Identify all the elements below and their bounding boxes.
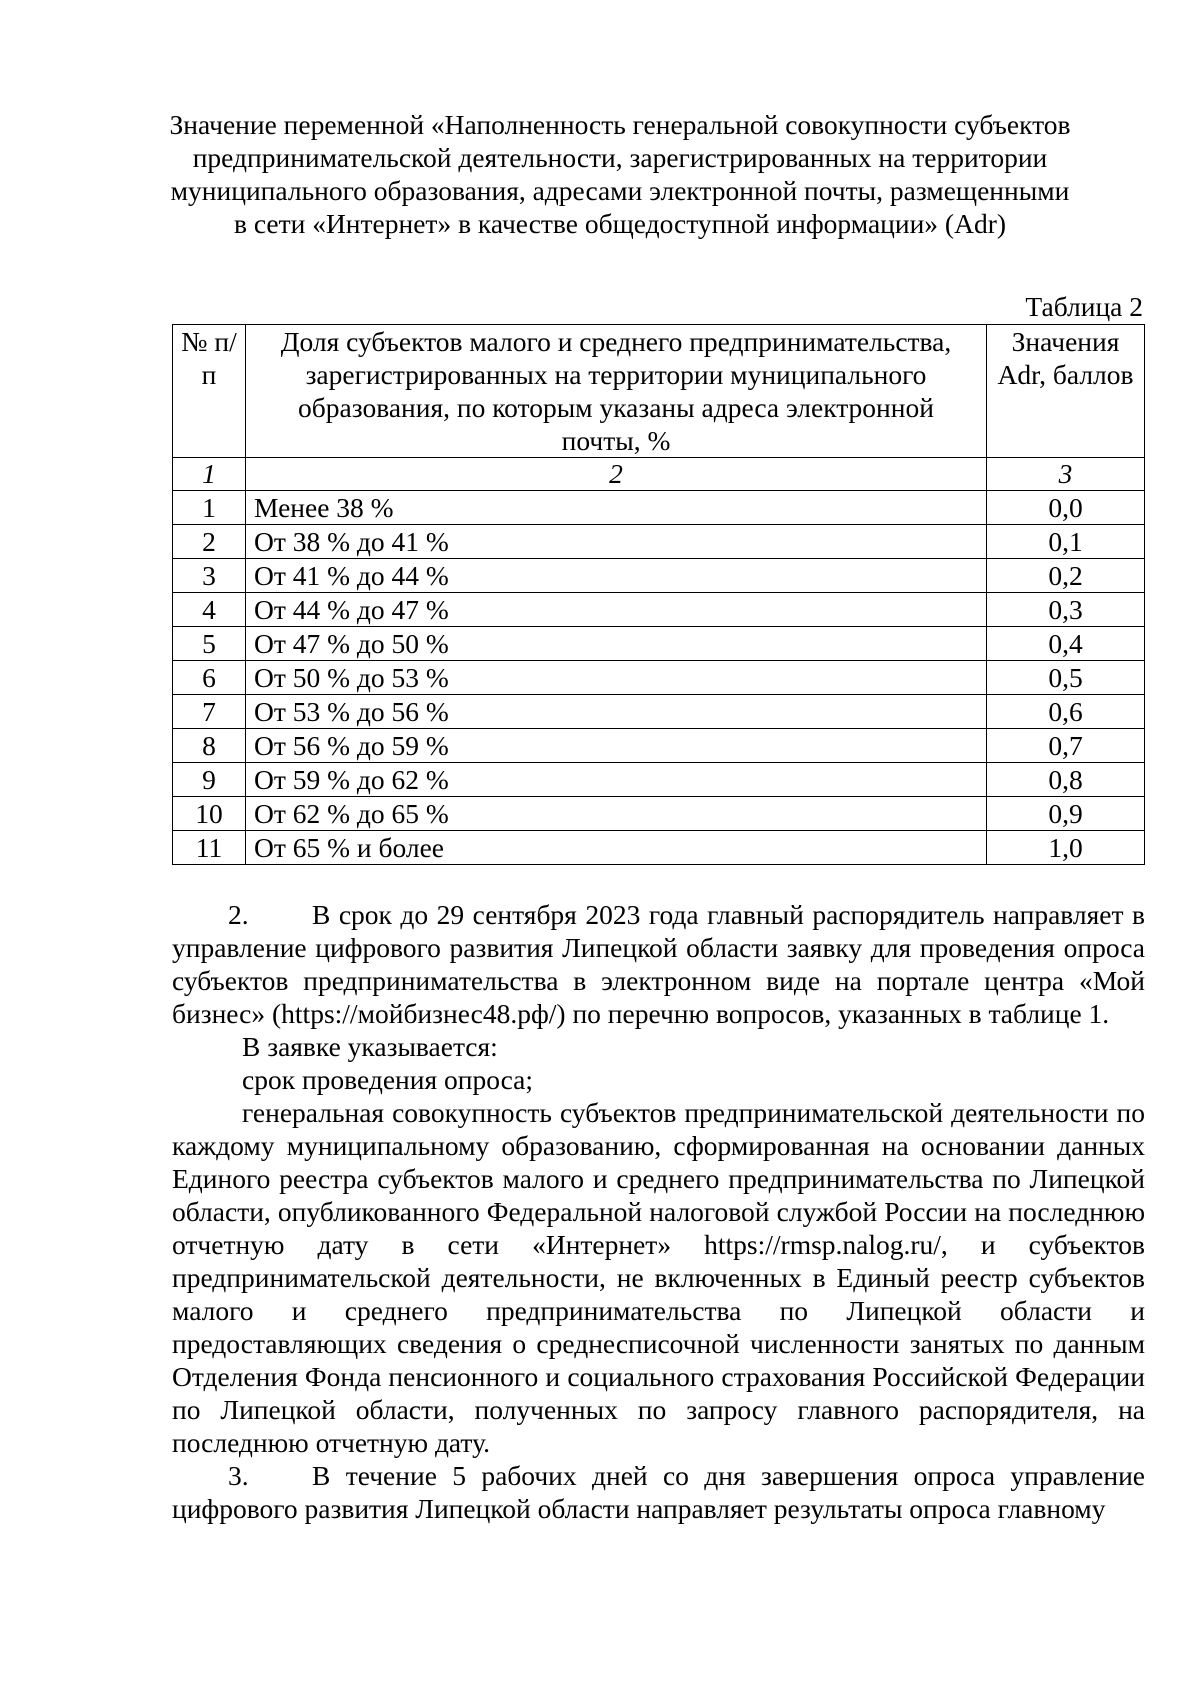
table-header-row [173, 325, 1145, 458]
table-row [173, 559, 1145, 593]
row-value: 0,7 [987, 729, 1145, 763]
table-row [173, 661, 1145, 695]
header-number: № п/п [173, 325, 246, 458]
row-description: От 44 % до 47 % [246, 593, 987, 627]
paragraph-general: генеральная совокупность субъектов предпринимательской деятельности по каждому муниципальному образованию, сформированная на основании данных Единого реестра субъектов малого и среднего предпринимательства по Липецкой области, опубликованного Федеральной налоговой службой России на последнюю отчетную дату в сети «Интернет» https://rmsp.nalog.ru/, и субъектов предпринимательской деятельности, не включенных в Единый реестр субъектов малого и среднего предпринимательства по Липецкой области и предоставляющих сведения о среднесписочной численности занятых по данным Отделения Фонда пенсионного и социального страхования Российской Федерации по Липецкой области, полученных по запросу главного распорядителя, на последнюю отчетную дату. [172, 1097, 1145, 1458]
header-value: Значения Adr, баллов [987, 325, 1145, 458]
table-row [173, 763, 1145, 797]
row-value: 1,0 [987, 831, 1145, 865]
row-value: 0,0 [987, 491, 1145, 525]
row-description: От 62 % до 65 % [246, 797, 987, 831]
row-value: 0,2 [987, 559, 1145, 593]
row-description: От 59 % до 62 % [246, 763, 987, 797]
row-number: 1 [173, 491, 246, 525]
table-row [173, 797, 1145, 831]
row-value: 0,3 [987, 593, 1145, 627]
row-value: 0,5 [987, 661, 1145, 695]
paragraph-request: В заявке указывается: [242, 1031, 498, 1062]
row-number: 4 [173, 593, 246, 627]
paragraph-text: В течение 5 рабочих дней со дня завершения опроса управление цифрового развития Липецкой области направляет результаты опроса главному [172, 1460, 1145, 1524]
table-row [173, 831, 1145, 865]
row-number: 3 [173, 559, 246, 593]
row-description: От 41 % до 44 % [246, 559, 987, 593]
column-index: 1 [173, 458, 246, 491]
row-number: 6 [173, 661, 246, 695]
title-line: муниципального образования, адресами электронной почты, размещенными [170, 175, 1070, 206]
row-description: От 65 % и более [246, 831, 987, 865]
row-description: От 56 % до 59 % [246, 729, 987, 763]
paragraph-number: 3. [228, 1460, 249, 1491]
row-value: 0,8 [987, 763, 1145, 797]
row-number: 8 [173, 729, 246, 763]
title-line: предпринимательской деятельности, зарегистрированных на территории [192, 142, 1048, 173]
score-table [172, 324, 1145, 865]
paragraph-term: срок проведения опроса; [242, 1064, 534, 1095]
document-title [160, 108, 1080, 240]
paragraph-2 [172, 898, 1145, 1030]
paragraph-3 [172, 1459, 1145, 1525]
table-row [173, 695, 1145, 729]
row-description: От 38 % до 41 % [246, 525, 987, 559]
row-number: 11 [173, 831, 246, 865]
row-description: От 50 % до 53 % [246, 661, 987, 695]
column-index: 2 [246, 458, 987, 491]
table-body [173, 491, 1145, 865]
row-number: 5 [173, 627, 246, 661]
title-line: Значение переменной «Наполненность генеральной совокупности субъектов [169, 109, 1071, 140]
table-row [173, 525, 1145, 559]
paragraph-text: В срок до 29 сентября 2023 года главный распорядитель направляет в управление цифрового развития Липецкой области заявку для проведения опроса субъектов предпринимательства в электронном виде на портале центра «Мой бизнес» (https://мойбизнес48.рф/) по перечню вопросов, указанных в таблице 1. [172, 899, 1145, 1029]
row-description: Менее 38 % [246, 491, 987, 525]
row-number: 10 [173, 797, 246, 831]
table-row [173, 729, 1145, 763]
row-number: 7 [173, 695, 246, 729]
row-value: 0,6 [987, 695, 1145, 729]
column-index: 3 [987, 458, 1145, 491]
title-line: в сети «Интернет» в качестве общедоступной информации» (Adr) [233, 208, 1007, 239]
row-value: 0,1 [987, 525, 1145, 559]
table-row [173, 627, 1145, 661]
body-text [172, 898, 1145, 1525]
row-value: 0,4 [987, 627, 1145, 661]
row-description: От 53 % до 56 % [246, 695, 987, 729]
table-row [173, 593, 1145, 627]
row-value: 0,9 [987, 797, 1145, 831]
row-description: От 47 % до 50 % [246, 627, 987, 661]
row-number: 9 [173, 763, 246, 797]
table-caption: Таблица 2 [1025, 291, 1143, 322]
header-description: Доля субъектов малого и среднего предпринимательства, зарегистрированных на территории муниципального образования, по которым указаны адреса электронной почты, % [246, 325, 987, 458]
table-row [173, 491, 1145, 525]
paragraph-number: 2. [228, 899, 249, 930]
row-number: 2 [173, 525, 246, 559]
column-index-row [173, 458, 1145, 491]
